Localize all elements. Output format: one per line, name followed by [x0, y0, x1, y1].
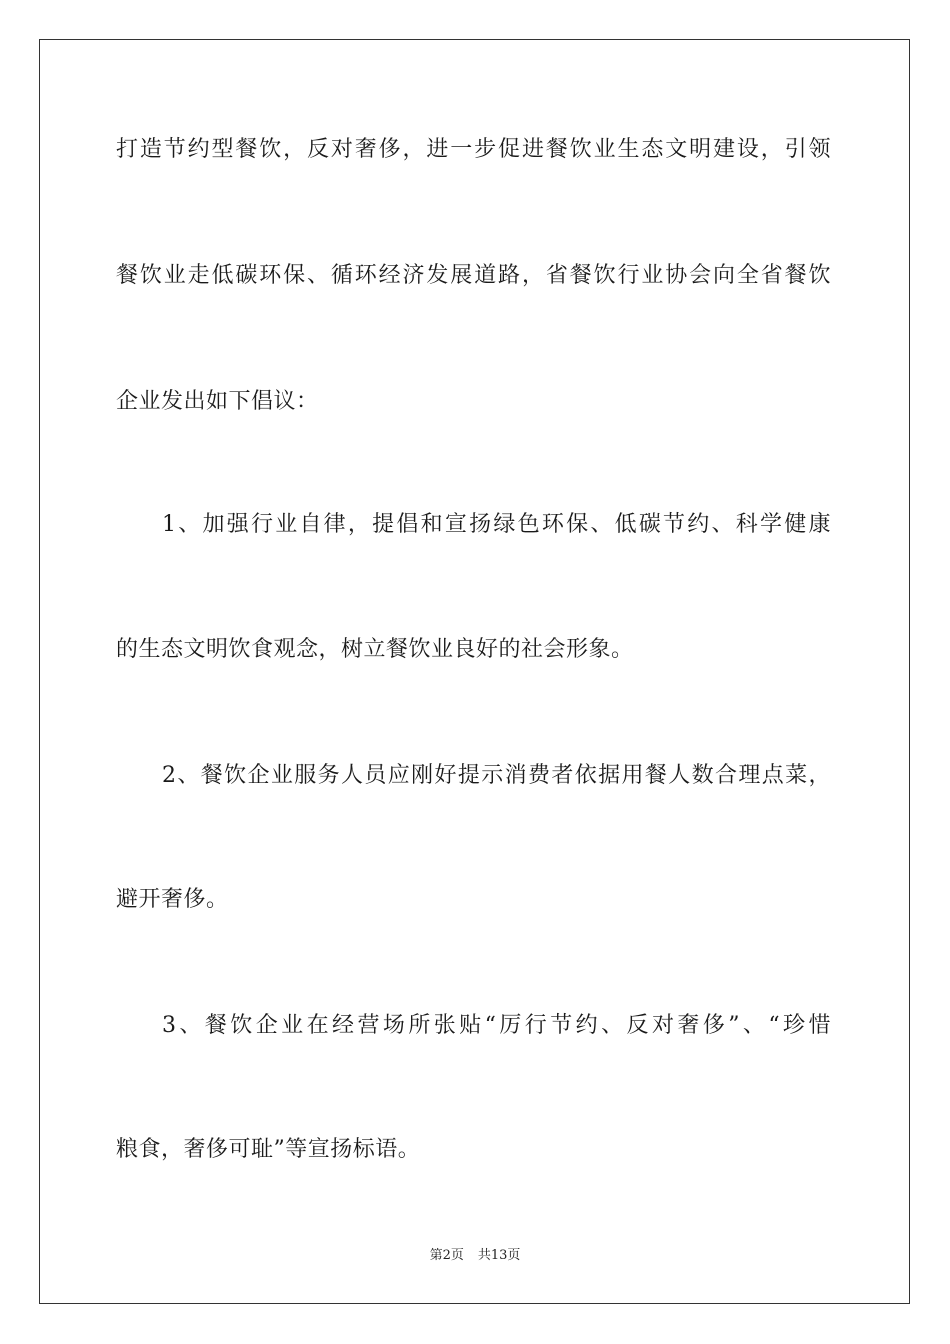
body-line-1: 打造节约型餐饮，反对奢侈，进一步促进餐饮业生态文明建设，引领 [116, 137, 831, 162]
page-footer [0, 1247, 950, 1265]
page-number: 第2页 [429, 1248, 464, 1263]
page-border [39, 39, 910, 1304]
item-2-line-2: 避开奢侈。 [116, 887, 229, 912]
item-1-line-1: 1、加强行业自律，提倡和宣扬绿色环保、低碳节约、科学健康 [162, 512, 831, 537]
item-2-line-1: 2、餐饮企业服务人员应刚好提示消费者依据用餐人数合理点菜， [162, 763, 831, 788]
body-line-3: 企业发出如下倡议： [116, 389, 319, 414]
item-3-line-1: 3、餐饮企业在经营场所张贴“厉行节约、反对奢侈”、“珍惜 [162, 1013, 831, 1038]
item-3-line-2: 粮食，奢侈可耻”等宣扬标语。 [116, 1137, 421, 1162]
item-1-line-2: 的生态文明饮食观念，树立餐饮业良好的社会形象。 [116, 637, 634, 662]
body-line-2: 餐饮业走低碳环保、循环经济发展道路，省餐饮行业协会向全省餐饮 [116, 263, 831, 288]
total-pages: 共13页 [477, 1248, 521, 1263]
